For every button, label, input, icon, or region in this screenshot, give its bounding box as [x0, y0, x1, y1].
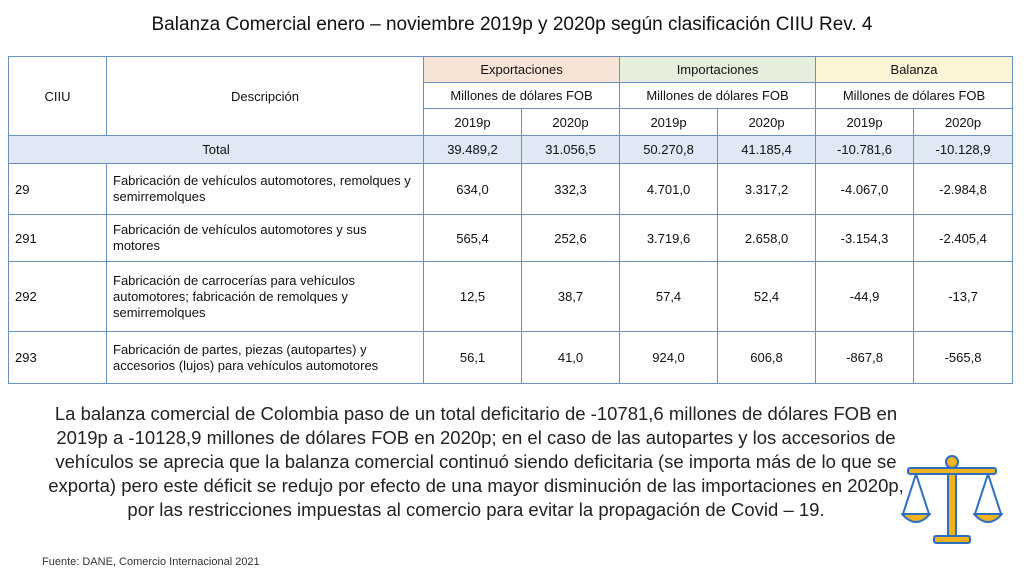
table-cell: 252,6: [522, 215, 620, 262]
table-cell: 52,4: [718, 262, 816, 332]
total-label: Total: [9, 136, 424, 164]
unit-balance: Millones de dólares FOB: [816, 83, 1013, 109]
table-cell: 332,3: [522, 164, 620, 215]
table-cell: 41.185,4: [718, 136, 816, 164]
table-cell: -2.984,8: [914, 164, 1013, 215]
ciiu-code: 293: [9, 332, 107, 384]
year-header: 2020p: [718, 109, 816, 136]
row-description: Fabricación de partes, piezas (autopartes) y accesorios (lujos) para vehículos automotores: [107, 332, 424, 384]
table-cell: 565,4: [424, 215, 522, 262]
table-cell: -44,9: [816, 262, 914, 332]
header-description: Descripción: [107, 57, 424, 136]
table-cell: -10.781,6: [816, 136, 914, 164]
table-cell: -4.067,0: [816, 164, 914, 215]
table-cell: -10.128,9: [914, 136, 1013, 164]
table-cell: 41,0: [522, 332, 620, 384]
ciiu-code: 292: [9, 262, 107, 332]
table-cell: 50.270,8: [620, 136, 718, 164]
table-cell: -3.154,3: [816, 215, 914, 262]
table-cell: -565,8: [914, 332, 1013, 384]
table-row: [9, 262, 1013, 332]
table-cell: -13,7: [914, 262, 1013, 332]
table-cell: 38,7: [522, 262, 620, 332]
table-cell: 39.489,2: [424, 136, 522, 164]
table-cell: 56,1: [424, 332, 522, 384]
total-row: [9, 136, 1013, 164]
unit-imports: Millones de dólares FOB: [620, 83, 816, 109]
row-description: Fabricación de carrocerías para vehículos automotores; fabricación de remolques y semirremolques: [107, 262, 424, 332]
page-title: Balanza Comercial enero – noviembre 2019p y 2020p según clasificación CIIU Rev. 4: [151, 14, 873, 35]
table-cell: 4.701,0: [620, 164, 718, 215]
header-balance: Balanza: [816, 57, 1013, 83]
table-cell: -867,8: [816, 332, 914, 384]
year-header: 2019p: [620, 109, 718, 136]
header-exports: Exportaciones: [424, 57, 620, 83]
table-cell: 3.317,2: [718, 164, 816, 215]
table-row: [9, 215, 1013, 262]
table-cell: 31.056,5: [522, 136, 620, 164]
table-cell: 634,0: [424, 164, 522, 215]
table-cell: 57,4: [620, 262, 718, 332]
row-description: Fabricación de vehículos automotores y sus motores: [107, 215, 424, 262]
year-header: 2019p: [424, 109, 522, 136]
balance-scale-icon: [900, 448, 1004, 554]
summary-paragraph: La balanza comercial de Colombia paso de un total deficitario de -10781,6 millones de dólares FOB en 2019p a -10128,9 millones de dólares FOB en 2020p; en el caso de las autopartes y los accesorios de vehículos se aprecia que la balanza comercial continuó siendo deficitaria (se importa más de lo que se exporta) pero este déficit se redujo por efecto de una mayor disminución de las importaciones en 2020p, por las restricciones impuestas al comercio para evitar la propagación de Covid – 19.: [48, 403, 904, 520]
ciiu-code: 29: [9, 164, 107, 215]
header-imports: Importaciones: [620, 57, 816, 83]
year-header: 2020p: [914, 109, 1013, 136]
trade-balance-table: [8, 56, 1013, 384]
table-cell: 3.719,6: [620, 215, 718, 262]
table-cell: 12,5: [424, 262, 522, 332]
table-cell: 606,8: [718, 332, 816, 384]
table-cell: 924,0: [620, 332, 718, 384]
unit-exports: Millones de dólares FOB: [424, 83, 620, 109]
row-description: Fabricación de vehículos automotores, remolques y semirremolques: [107, 164, 424, 215]
table-cell: -2.405,4: [914, 215, 1013, 262]
ciiu-code: 291: [9, 215, 107, 262]
year-header: 2019p: [816, 109, 914, 136]
table-row: [9, 332, 1013, 384]
table-row: [9, 164, 1013, 215]
header-ciiu: CIIU: [9, 57, 107, 136]
table-cell: 2.658,0: [718, 215, 816, 262]
year-header: 2020p: [522, 109, 620, 136]
source-note: Fuente: DANE, Comercio Internacional 2021: [42, 556, 260, 568]
